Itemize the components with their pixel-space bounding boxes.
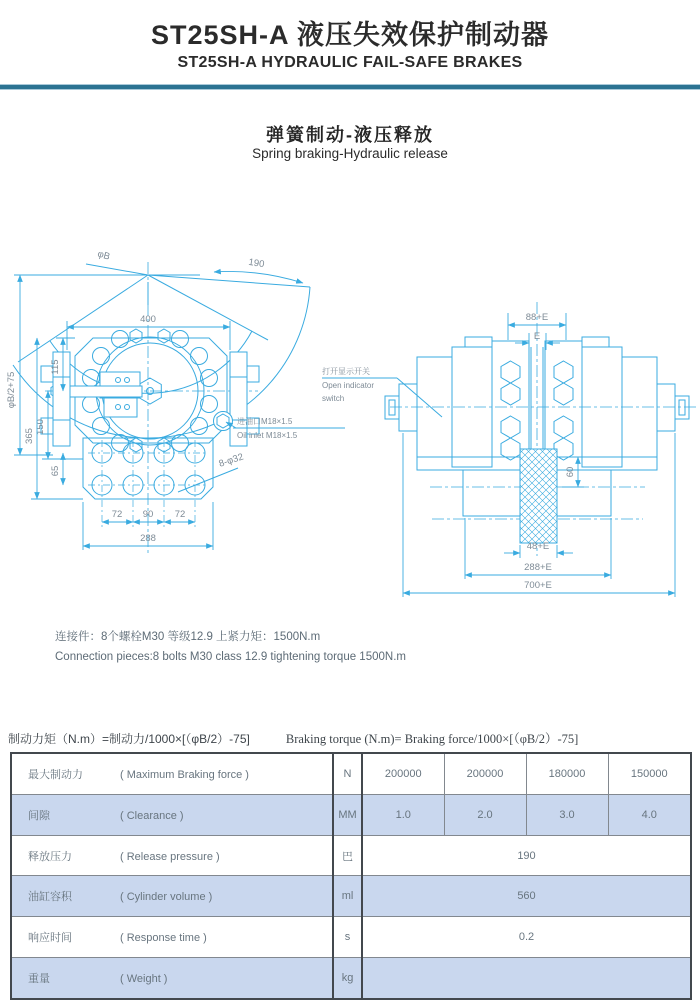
hatched-shaft — [520, 449, 557, 543]
dim-72a: 72 — [111, 509, 123, 520]
dim-288: 288 — [140, 533, 156, 544]
row-label-cn: 重量 — [28, 972, 50, 985]
dim-phi-b: φB — [96, 248, 112, 263]
technical-drawings — [0, 225, 700, 625]
side-flanges — [41, 352, 259, 446]
row-label-en: ( Weight ) — [120, 972, 168, 985]
value-cell: 200000 — [444, 753, 526, 795]
value-cell: 4.0 — [608, 795, 691, 836]
switch-label-en2: switch — [322, 394, 345, 403]
unit-cell: ml — [333, 876, 362, 917]
dim-phi-b-2-75: φB/2+75 — [6, 371, 17, 409]
dim-365: 365 — [24, 428, 35, 444]
dim-288e: 288+E — [524, 562, 552, 573]
value-cell: 180000 — [526, 753, 608, 795]
formula-en: Braking torque (N.m)= Braking force/1000×[（φB/2）-75] — [285, 732, 579, 746]
dim-60: 60 — [565, 466, 576, 478]
row-label-en: ( Clearance ) — [120, 810, 184, 823]
value-cell: 200000 — [362, 753, 444, 795]
row-label-cn: 间隙 — [28, 810, 50, 823]
value-cell: 190 — [362, 835, 691, 876]
dim-700e: 700+E — [524, 580, 552, 591]
spec-table — [10, 752, 692, 1000]
value-cell: 1.0 — [362, 795, 444, 836]
unit-cell: s — [333, 917, 362, 958]
row-label-en: ( Cylinder volume ) — [120, 891, 213, 904]
row-label-cn: 响应时间 — [28, 931, 72, 944]
table-row — [11, 835, 691, 876]
unit-cell: MM — [333, 795, 362, 836]
dim-400: 400 — [140, 314, 156, 325]
oil-inlet-label — [226, 416, 345, 440]
value-cell — [362, 957, 691, 999]
dim-72b: 72 — [174, 509, 186, 520]
oil-inlet-label-en: Oil inlet M18×1.5 — [237, 431, 298, 440]
label-8-phi-32: 8-φ32 — [217, 451, 245, 470]
row-label-en: ( Response time ) — [120, 931, 207, 944]
value-cell: 560 — [362, 876, 691, 917]
oil-inlet-port — [214, 412, 233, 431]
oil-inlet-label-cn: 进油口M18×1.5 — [237, 417, 293, 426]
formula-cn: 制动力矩（N.m）=制动力/1000×[（φB/2）-75] — [8, 732, 250, 746]
table-row — [11, 876, 691, 917]
switch-label-cn: 打开显示开关 — [322, 367, 370, 376]
subtitle-cn: 弹簧制动-液压释放 — [266, 125, 434, 145]
unit-cell: 巴 — [333, 835, 362, 876]
left-drawing-front-view — [6, 249, 345, 556]
page-title-en: ST25SH-A HYDRAULIC FAIL-SAFE BRAKES — [177, 54, 523, 71]
braking-torque-formula — [8, 729, 578, 747]
dim-48e: 48+E — [526, 541, 550, 552]
dim-65: 65 — [50, 465, 61, 477]
value-cell: 2.0 — [444, 795, 526, 836]
dim-150: 150 — [35, 419, 46, 435]
spring-packs — [492, 341, 582, 460]
connection-notes — [55, 628, 406, 667]
row-label-cn: 释放压力 — [28, 850, 72, 863]
dim-90: 90 — [142, 509, 154, 520]
unit-cell: kg — [333, 957, 362, 999]
row-label-en: ( Maximum Braking force ) — [120, 769, 249, 782]
connection-note-cn: 连接件：8个螺栓M30 等级12.9 上紧力矩：1500N.m — [55, 631, 321, 643]
subtitle-en: Spring braking-Hydraulic release — [252, 146, 448, 161]
table-row — [11, 753, 691, 795]
row-label-cn: 最大制动力 — [28, 769, 83, 782]
divider-bar — [0, 84, 700, 90]
table-row — [11, 917, 691, 958]
row-label-cn: 油缸容积 — [28, 891, 72, 904]
dim-190: 190 — [247, 256, 266, 271]
right-drawing-section-view — [322, 302, 696, 597]
dim-e: E — [533, 331, 541, 342]
page-title-cn: ST25SH-A 液压失效保护制动器 — [150, 20, 550, 50]
value-cell: 0.2 — [362, 917, 691, 958]
open-indicator-switch-label — [322, 366, 442, 417]
switch-label-en1: Open indicator — [322, 381, 375, 390]
row-label-en: ( Release pressure ) — [120, 850, 220, 863]
dim-115: 115 — [50, 359, 61, 375]
value-cell: 3.0 — [526, 795, 608, 836]
table-row — [11, 957, 691, 999]
unit-cell: N — [333, 753, 362, 795]
value-cell: 150000 — [608, 753, 691, 795]
connection-note-en: Connection pieces:8 bolts M30 class 12.9 tightening torque 1500N.m — [55, 650, 406, 663]
table-row — [11, 795, 691, 836]
dim-88e: 88+E — [525, 312, 549, 323]
